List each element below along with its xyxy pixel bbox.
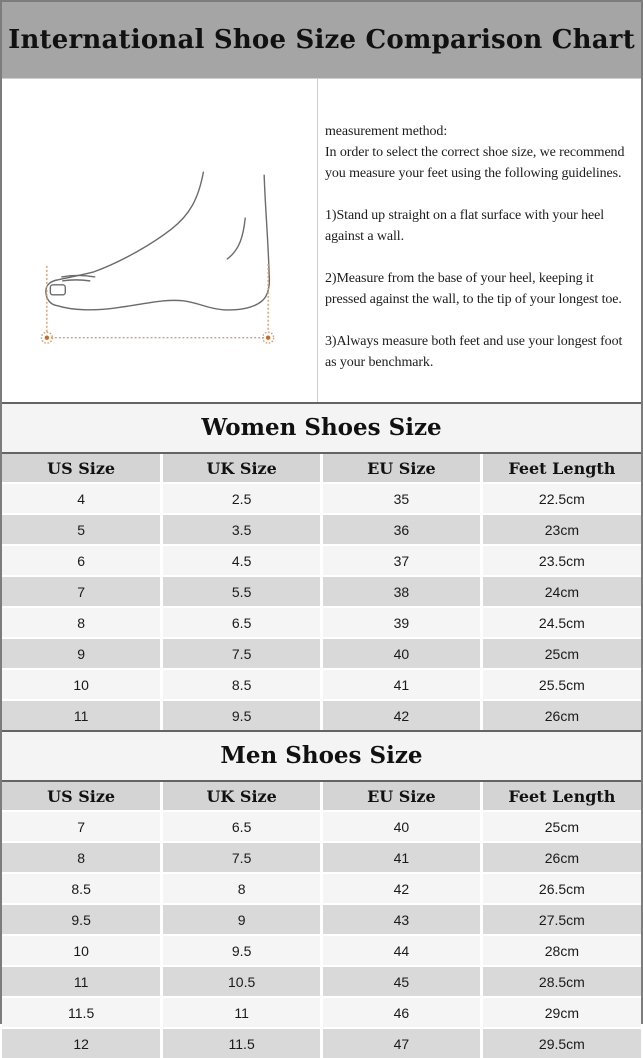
- table-cell: 26.5cm: [481, 873, 641, 904]
- table-cell: 37: [322, 545, 482, 576]
- column-header: UK Size: [162, 782, 322, 811]
- table-row: [2, 873, 641, 904]
- women-size-table: [2, 454, 641, 730]
- measurement-step-2: 2)Measure from the base of your heel, keeping it pressed against the wall, to the tip of your longest toe.: [325, 271, 622, 307]
- table-cell: 7.5: [162, 638, 322, 669]
- table-cell: 25cm: [481, 811, 641, 842]
- table-cell: 45: [322, 966, 482, 997]
- table-row: [2, 811, 641, 842]
- table-cell: 5: [2, 514, 162, 545]
- table-cell: 28.5cm: [481, 966, 641, 997]
- page-header: [2, 2, 641, 79]
- table-row: [2, 904, 641, 935]
- table-header-row: [2, 782, 641, 811]
- table-cell: 24.5cm: [481, 607, 641, 638]
- table-row: [2, 997, 641, 1028]
- women-size-section: [2, 402, 641, 730]
- table-row: [2, 638, 641, 669]
- table-row: [2, 483, 641, 514]
- table-cell: 26cm: [481, 842, 641, 873]
- foot-illustration-panel: [2, 79, 318, 402]
- table-cell: 10.5: [162, 966, 322, 997]
- table-cell: 9.5: [162, 700, 322, 730]
- men-size-section: [2, 730, 641, 1058]
- table-cell: 36: [322, 514, 482, 545]
- table-header-row: [2, 454, 641, 483]
- page-title: International Shoe Size Comparison Chart: [8, 25, 635, 55]
- table-row: [2, 966, 641, 997]
- toe-line: [63, 280, 90, 281]
- measurement-method-label: measurement method:: [325, 124, 448, 139]
- table-cell: 8: [2, 607, 162, 638]
- table-cell: 40: [322, 811, 482, 842]
- column-header: EU Size: [322, 454, 482, 483]
- table-cell: 6: [2, 545, 162, 576]
- table-cell: 38: [322, 576, 482, 607]
- table-cell: 27.5cm: [481, 904, 641, 935]
- table-cell: 7: [2, 811, 162, 842]
- table-cell: 11: [2, 700, 162, 730]
- table-cell: 42: [322, 700, 482, 730]
- table-cell: 41: [322, 669, 482, 700]
- column-header: Feet Length: [481, 454, 641, 483]
- measurement-instructions: [318, 79, 641, 402]
- column-header: UK Size: [162, 454, 322, 483]
- table-cell: 8: [162, 873, 322, 904]
- table-cell: 2.5: [162, 483, 322, 514]
- table-cell: 42: [322, 873, 482, 904]
- table-row: [2, 545, 641, 576]
- table-row: [2, 576, 641, 607]
- table-row: [2, 700, 641, 730]
- table-cell: 28cm: [481, 935, 641, 966]
- table-cell: 5.5: [162, 576, 322, 607]
- table-cell: 35: [322, 483, 482, 514]
- column-header: US Size: [2, 454, 162, 483]
- ankle-line: [227, 218, 245, 259]
- table-cell: 9: [2, 638, 162, 669]
- table-cell: 4: [2, 483, 162, 514]
- table-cell: 43: [322, 904, 482, 935]
- table-cell: 44: [322, 935, 482, 966]
- table-cell: 22.5cm: [481, 483, 641, 514]
- table-row: [2, 607, 641, 638]
- table-cell: 8.5: [162, 669, 322, 700]
- measurement-intro: [325, 121, 637, 184]
- table-cell: 23cm: [481, 514, 641, 545]
- table-cell: 40: [322, 638, 482, 669]
- left-endpoint-dot: [45, 335, 49, 339]
- table-cell: 9.5: [2, 904, 162, 935]
- table-cell: 12: [2, 1028, 162, 1058]
- table-row: [2, 1028, 641, 1058]
- table-cell: 6.5: [162, 811, 322, 842]
- foot-measurement-illustration: [2, 79, 317, 402]
- table-cell: 29.5cm: [481, 1028, 641, 1058]
- column-header: EU Size: [322, 782, 482, 811]
- table-cell: 41: [322, 842, 482, 873]
- column-header: Feet Length: [481, 782, 641, 811]
- table-cell: 10: [2, 935, 162, 966]
- table-cell: 11.5: [2, 997, 162, 1028]
- table-row: [2, 669, 641, 700]
- table-cell: 6.5: [162, 607, 322, 638]
- table-row: [2, 842, 641, 873]
- table-cell: 26cm: [481, 700, 641, 730]
- table-cell: 11.5: [162, 1028, 322, 1058]
- table-cell: 7.5: [162, 842, 322, 873]
- men-size-table: [2, 782, 641, 1058]
- table-cell: 4.5: [162, 545, 322, 576]
- women-section-title: Women Shoes Size: [2, 404, 641, 454]
- table-cell: 25.5cm: [481, 669, 641, 700]
- table-cell: 25cm: [481, 638, 641, 669]
- table-cell: 3.5: [162, 514, 322, 545]
- table-cell: 7: [2, 576, 162, 607]
- right-endpoint-dot: [266, 335, 270, 339]
- table-cell: 47: [322, 1028, 482, 1058]
- measurement-intro-text: In order to select the correct shoe size, we recommend you measure your feet using the following guidelines.: [325, 145, 625, 181]
- table-cell: 10: [2, 669, 162, 700]
- measurement-step-1: 1)Stand up straight on a flat surface with your heel against a wall.: [325, 208, 604, 244]
- table-cell: 11: [2, 966, 162, 997]
- table-cell: 23.5cm: [481, 545, 641, 576]
- measurement-section: [2, 79, 641, 402]
- table-cell: 11: [162, 997, 322, 1028]
- men-section-title: Men Shoes Size: [2, 732, 641, 782]
- table-cell: 9: [162, 904, 322, 935]
- table-cell: 9.5: [162, 935, 322, 966]
- table-cell: 46: [322, 997, 482, 1028]
- table-cell: 29cm: [481, 997, 641, 1028]
- column-header: US Size: [2, 782, 162, 811]
- table-row: [2, 514, 641, 545]
- table-row: [2, 935, 641, 966]
- table-cell: 39: [322, 607, 482, 638]
- table-cell: 8.5: [2, 873, 162, 904]
- foot-outline: [46, 172, 270, 310]
- toenail-line: [50, 285, 65, 295]
- table-cell: 8: [2, 842, 162, 873]
- measurement-step-3: 3)Always measure both feet and use your longest foot as your benchmark.: [325, 334, 623, 370]
- table-cell: 24cm: [481, 576, 641, 607]
